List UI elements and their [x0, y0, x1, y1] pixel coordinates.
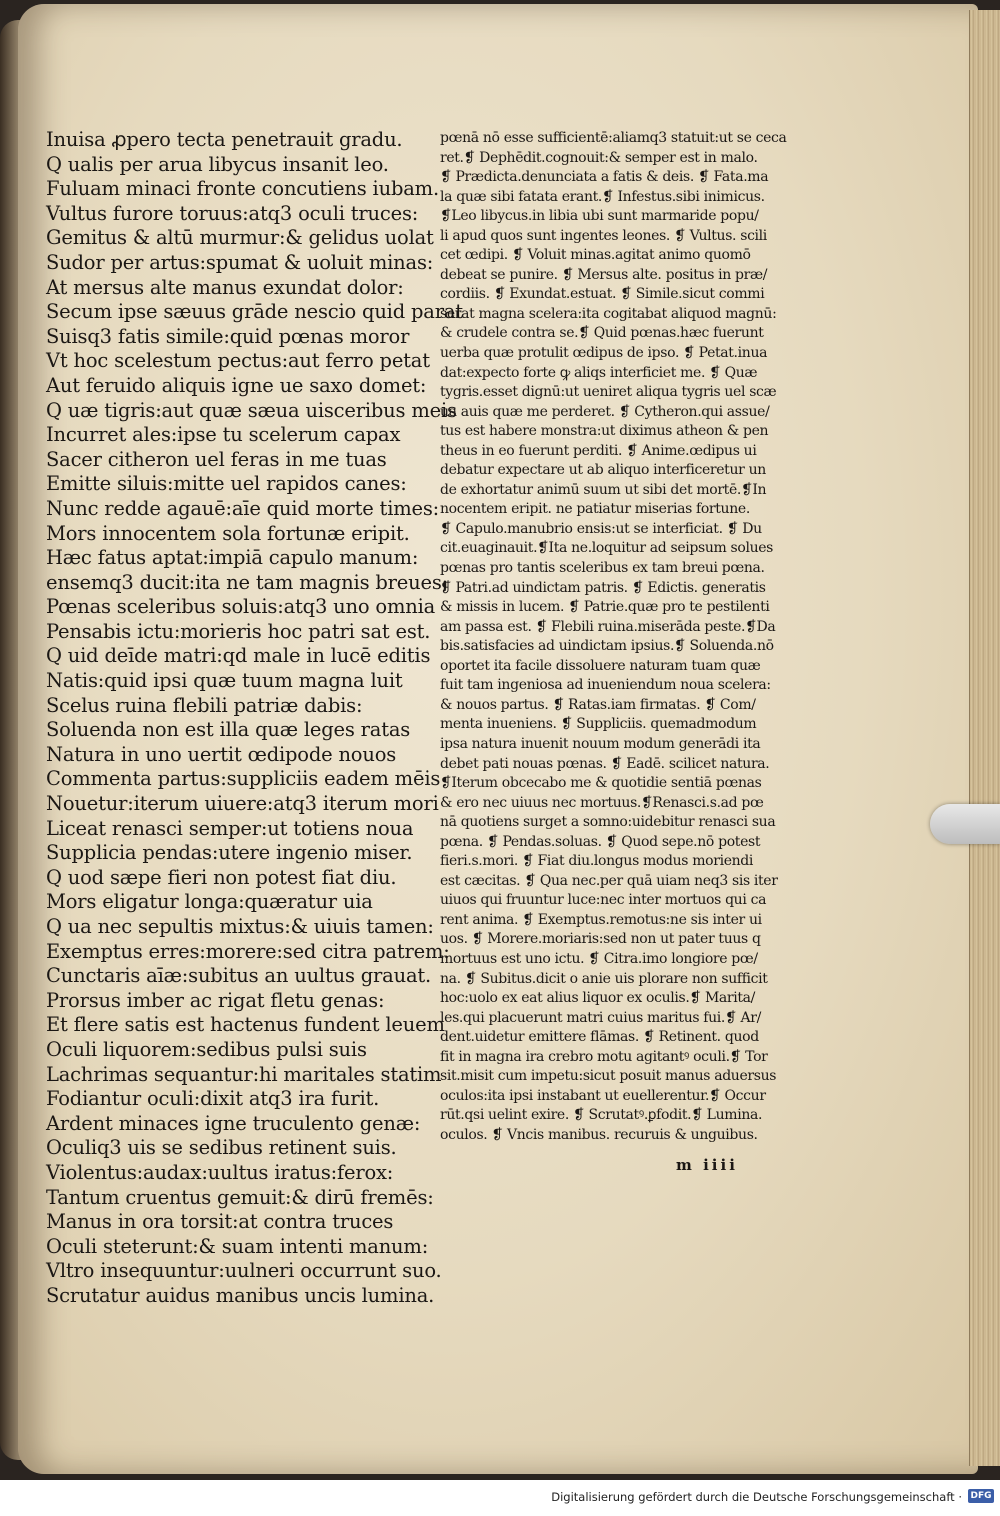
verse-line: Suisq3 fatis simile:quid pœnas moror	[46, 324, 410, 348]
verse-line: Q uod sæpe fieri non potest fiat diu.	[46, 865, 397, 889]
commentary-line: & crudele contra se.❡ Quid pœnas.hæc fuerunt	[440, 325, 764, 342]
verse-line: Fodiantur oculi:dixit atq3 ira furit.	[46, 1087, 380, 1111]
verse-line: Pensabis ictu:morieris hoc patri sat est.	[46, 619, 431, 643]
commentary-line: ❡ Patri.ad uindictam patris. ❡ Edictis. generatis	[440, 579, 766, 596]
verse-line: Fuluam minaci fronte concutiens iubam.	[46, 177, 439, 201]
verse-line: Natis:quid ipsi quæ tuum magna luit	[46, 669, 403, 693]
verse-line: Oculi liquorem:sedibus pulsi suis	[46, 1037, 367, 1061]
verse-line: Manus in ora torsit:at contra truces	[46, 1210, 394, 1234]
commentary-line: ipsa natura inuenit nouum modum generādi ita	[440, 735, 761, 752]
commentary-line: pœnā nō esse sufficientē:aliamq3 statuit:ut se ceca	[440, 130, 787, 146]
commentary-line: ❡Iterum obcecabo me & quotidie sentiā pœnas	[440, 775, 762, 792]
verse-line: Oculi steterunt:& suam intenti manum:	[46, 1234, 429, 1258]
commentary-line: ua auis quæ me perderet. ❡ Cytheron.qui assue/	[440, 403, 770, 420]
verse-line: Pœnas sceleribus soluis:atq3 uno omnia	[46, 595, 436, 619]
commentary-line: & nouos partus. ❡ Ratas.iam firmatas. ❡ Com/	[440, 696, 756, 713]
commentary-line: & missis in lucem. ❡ Patrie.quæ pro te pestilenti	[440, 599, 770, 616]
footer-credit: Digitalisierung gefördert durch die Deutsche Forschungsgemeinschaft ·	[551, 1490, 962, 1504]
commentary-line: li apud quos sunt ingentes leones. ❡ Vultus. scili	[440, 227, 767, 244]
commentary-line: dat:expecto forte ꝙ aliqs interficiet me. ❡ Quæ	[440, 364, 758, 381]
commentary-line: nocentem eripit. ne patiatur miserias fortune.	[440, 501, 750, 518]
commentary-line: cet œdipi. ❡ Voluit minas.agitat animo quomō	[440, 247, 751, 264]
verse-line: Secum ipse sæuus grāde nescio quid parat	[46, 300, 463, 324]
commentary-line: oculos:ita ipsi instabant ut euellerentur.❡ Occur	[440, 1087, 766, 1104]
commentary-line: debet pati nouas pœnas. ❡ Eadē. scilicet natura.	[440, 755, 770, 772]
commentary-line: de exhortatur animū suum ut sibi det mortē.❡In	[440, 481, 767, 498]
commentary-line: uos. ❡ Morere.moriaris:sed non ut pater tuus q	[440, 931, 761, 948]
verse-line: Et flere satis est hactenus fundent leuem	[46, 1013, 445, 1037]
footer-bar	[0, 1480, 1000, 1516]
commentary-line: tus est habere monstra:ut diximus atheon & pen	[440, 423, 769, 440]
commentary-line: menta inueniens. ❡ Suppliciis. quemadmodum	[440, 716, 757, 733]
verse-line: Tantum cruentus gemuit:& dirū fremēs:	[46, 1185, 434, 1209]
commentary-line: debatur expectare ut ab aliquo interficeretur un	[440, 462, 766, 479]
verse-line: Cunctaris aīæ:subitus an uultus grauat.	[46, 964, 432, 988]
commentary-line: les.qui placuerunt matri cuius maritus fui.❡ Ar/	[440, 1009, 761, 1026]
commentary-line: ret.❡ Dephēdit.cognouit:& semper est in malo.	[440, 149, 758, 166]
verse-line: Prorsus imber ac rigat fletu genas:	[46, 988, 385, 1012]
verse-line: Hæc fatus aptat:impiā capulo manum:	[46, 546, 419, 570]
commentary-line: pœnas pro tantis sceleribus ex tam breui pœna.	[440, 560, 765, 577]
commentary-line: cordiis. ❡ Exundat.estuat. ❡ Simile.sicut commi	[440, 286, 765, 303]
verse-line: Commenta partus:suppliciis eadem mēis	[46, 767, 441, 791]
page-block-edges	[969, 10, 1000, 1466]
commentary-line: ❡ Capulo.manubrio ensis:ut se interficiat. ❡ Du	[440, 520, 762, 537]
verse-line: Vt hoc scelestum pectus:aut ferro petat	[46, 349, 430, 373]
verse-line: Q ualis per arua libycus insanit leo.	[46, 152, 389, 176]
commentary-line: hoc:uolo ex eat alius liquor ex oculis.❡ Marita/	[440, 990, 756, 1007]
bookmark-tab	[930, 804, 1000, 844]
commentary-line: est cæcitas. ❡ Qua nec.per quā uiam neq3 sis iter	[440, 872, 778, 889]
commentary-line: pœna. ❡ Pendas.soluas. ❡ Quod sepe.nō potest	[440, 833, 761, 850]
commentary-line: cit.euaginauit.❡Ita ne.loquitur ad seipsum solues	[440, 540, 774, 557]
verse-line: Lachrimas sequantur:hi maritales statim	[46, 1062, 442, 1086]
commentary-line: dent.uidetur emittere flāmas. ❡ Retinent. quod	[440, 1029, 759, 1046]
verse-line: Natura in uno uertit œdipode nouos	[46, 742, 397, 766]
verse-line: Liceat renasci semper:ut totiens noua	[46, 816, 414, 840]
verse-line: Nunc redde agauē:aīe quid morte times:	[46, 496, 440, 520]
verse-line: Q uæ tigris:aut quæ sæua uisceribus meis	[46, 398, 457, 422]
verse-line: Vultus furore toruus:atq3 oculi truces:	[46, 201, 419, 225]
commentary-line: sit.misit cum impetu:sicut posuit manus aduersus	[440, 1068, 777, 1085]
verse-line: Ardent minaces igne truculento genæ:	[46, 1111, 421, 1135]
verse-line: Scelus ruina flebili patriæ dabis:	[46, 693, 363, 717]
commentary-line: & ero nec uiuus nec mortuus.❡Renasci.s.ad pœ	[440, 794, 764, 811]
dfg-logo: DFG	[968, 1489, 994, 1503]
commentary-line: la quæ sibi fatata erant.❡ Infestus.sibi inimicus.	[440, 188, 765, 205]
commentary-line: am passa est. ❡ Flebili ruina.miserāda peste.❡Da	[440, 618, 776, 635]
verse-line: Aut feruido aliquis igne ue saxo domet:	[46, 373, 427, 397]
commentary-line: debeat se punire. ❡ Mersus alte. positus in præ/	[440, 266, 768, 283]
verse-line: Sacer citheron uel feras in me tuas	[46, 447, 387, 471]
verse-line: Soluenda non est illa quæ leges ratas	[46, 718, 411, 742]
verse-line: Exemptus erres:morere:sed citra patrem:	[46, 939, 450, 963]
verse-line: Incurret ales:ipse tu scelerum capax	[46, 423, 401, 447]
verse-line: Inuisa ꝓpero tecta penetrauit gradu.	[46, 128, 403, 151]
commentary-line: rūt.qsi uelint exire. ❡ Scrutatꝰ.ꝑfodit.❡ Lumina.	[440, 1107, 763, 1124]
signature-mark: m iiii	[676, 1156, 738, 1174]
commentary-line: mortuus est uno ictu. ❡ Citra.imo longiore pœ/	[440, 950, 758, 967]
commentary-line: uerba quæ protulit œdipus de ipso. ❡ Petat.inua	[440, 345, 768, 362]
verse-line: Gemitus & altū murmur:& gelidus uolat	[46, 226, 434, 250]
verse-line: Mors eligatur longa:quæratur uia	[46, 890, 373, 914]
commentary-line: uiuos qui fruuntur luce:nec inter mortuos qui ca	[440, 892, 767, 909]
verse-column	[46, 128, 463, 1309]
verse-line: Q ua nec sepultis mixtus:& uiuis tamen:	[46, 915, 434, 938]
verse-line: ensemq3 ducit:ita ne tam magnis breues:	[46, 570, 448, 594]
verse-line: Q uid deīde matri:qd male in lucē editis	[46, 644, 431, 668]
commentary-line: nā quotiens surget a somno:uidebitur renasci sua	[440, 814, 776, 831]
commentary-column	[440, 129, 794, 1145]
commentary-line: fit in magna ira crebro motu agitantꝰ oculi.❡ Tor	[440, 1048, 768, 1065]
commentary-line: oportet ita facile dissoluere naturam tuam quæ	[440, 657, 761, 674]
verse-line: Violentus:audax:uultus iratus:ferox:	[46, 1160, 394, 1184]
verse-line: Oculiq3 uis se sedibus retinent suis.	[46, 1136, 397, 1160]
commentary-line: serat magna scelera:ita cogitabat aliquod magnū:	[440, 305, 777, 322]
verse-line: Mors innocentem sola fortunæ eripit.	[46, 521, 410, 545]
commentary-line: oculos. ❡ Vncis manibus. recuruis & unguibus.	[440, 1126, 758, 1143]
commentary-line: fuit tam ingeniosa ad inueniendum noua scelera:	[440, 677, 771, 694]
verse-line: Sudor per artus:spumat & uoluit minas:	[46, 250, 434, 274]
commentary-line: ❡ Prædicta.denunciata a fatis & deis. ❡ Fata.ma	[440, 169, 769, 186]
commentary-line: fieri.s.mori. ❡ Fiat diu.longus modus moriendi	[440, 853, 754, 870]
verse-line: At mersus alte manus exundat dolor:	[46, 275, 404, 299]
commentary-line: tygris.esset dignū:ut ueniret aliqua tygris uel scæ	[440, 384, 777, 401]
verse-line: Scrutatur auidus manibus uncis lumina.	[46, 1283, 435, 1307]
commentary-line: rent anima. ❡ Exemptus.remotus:ne sis inter ui	[440, 911, 762, 928]
verse-line: Nouetur:iterum uiuere:atq3 iterum mori	[46, 792, 439, 816]
verse-line: Vltro insequuntur:uulneri occurrunt suo.	[46, 1259, 442, 1283]
verse-line: Emitte siluis:mitte uel rapidos canes:	[46, 472, 407, 496]
commentary-line: ❡Leo libycus.in libia ubi sunt marmaride popu/	[440, 208, 759, 225]
commentary-line: na. ❡ Subitus.dicit o anie uis plorare non sufficit	[440, 970, 768, 987]
commentary-line: theus in eo fuerunt perditi. ❡ Anime.œdipus ui	[440, 442, 757, 459]
verse-line: Supplicia pendas:utere ingenio miser.	[46, 841, 413, 865]
commentary-line: bis.satisfacies ad uindictam ipsius.❡ Soluenda.nō	[440, 638, 774, 655]
